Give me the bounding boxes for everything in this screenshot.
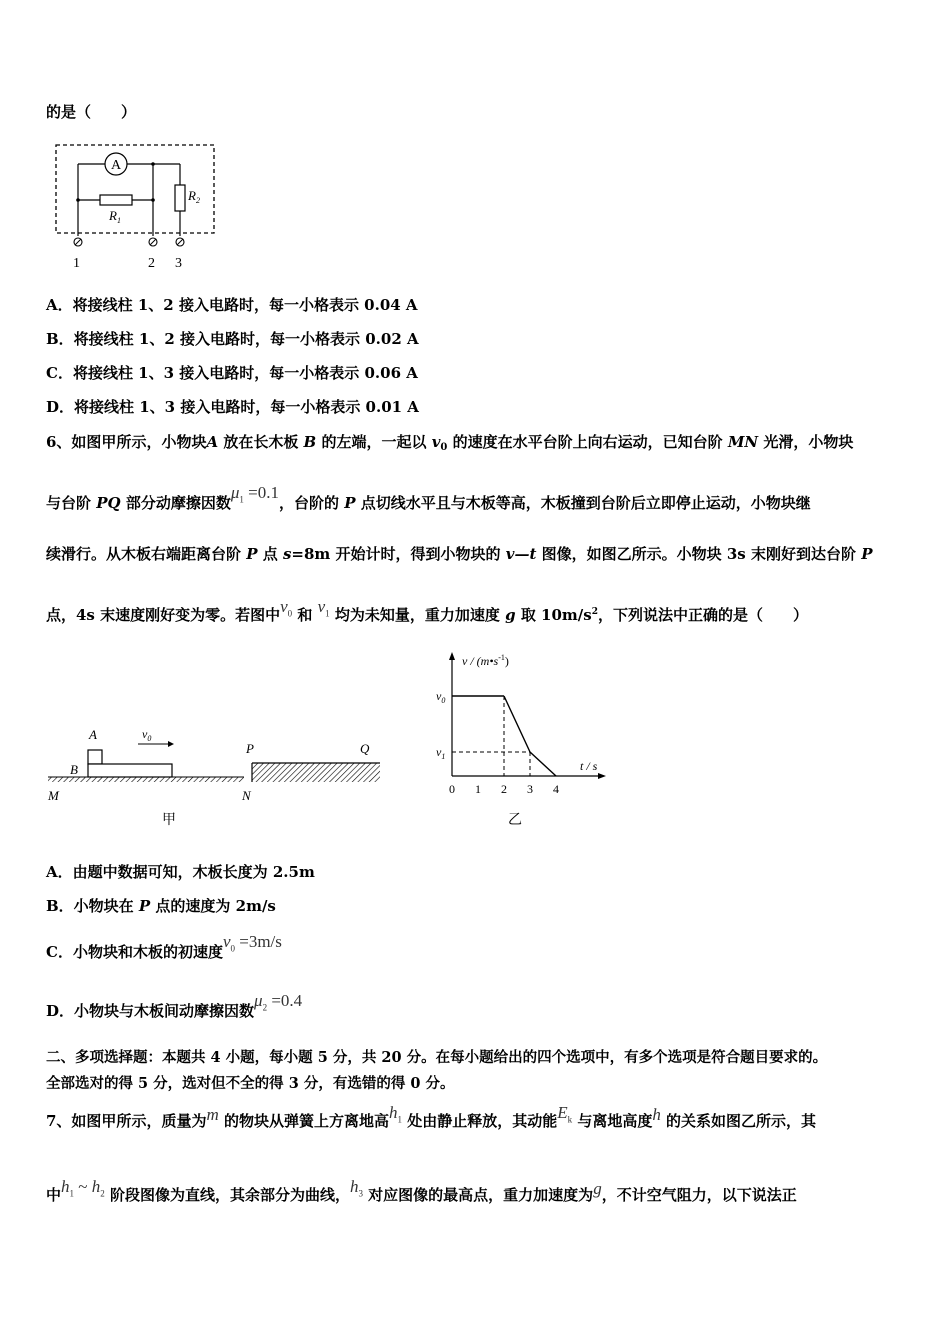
q6-stem-line-2: 与台阶 PQ 部分动摩擦因数$\mu_1 =0.1$，台阶的 P 点切线水平且与木板等高，木板撞到台阶后立即停止运动，小物块继 bbox=[46, 483, 811, 512]
x-axis-label: t / s bbox=[580, 759, 598, 773]
q6-option-d[interactable]: D．小物块与木板间动摩擦因数$\mu_2 =0.4$ bbox=[46, 991, 303, 1020]
q7-stem-line-2: 中$h_1$ ~ $h_2$ 阶段图像为直线，其余部分为曲线，$h_3$ 对应图像的最高点，重力加速度为g，不计空气阻力，以下说法正 bbox=[46, 1177, 797, 1204]
figure-yi-vt-graph bbox=[432, 648, 610, 830]
label-p: P bbox=[246, 741, 254, 756]
label-a: A bbox=[89, 727, 97, 742]
r2-resistor bbox=[175, 185, 185, 211]
q5-option-a[interactable]: A．将接线柱 1、2 接入电路时，每一小格表示 0.04 A bbox=[46, 296, 418, 314]
board-b bbox=[88, 764, 172, 777]
x-tick-label: 0 bbox=[449, 782, 455, 796]
r1-resistor bbox=[100, 195, 132, 205]
caption-jia: 甲 bbox=[162, 813, 176, 828]
q6-stem-line-3: 续滑行。从木板右端距离台阶 P 点 s=8m 开始计时，得到小物块的 v—t 图像，如图乙所示。小物块 3s 末刚好到达台阶 P bbox=[46, 545, 873, 563]
y-axis-label: v / $(m•s^{-1})$ bbox=[462, 653, 509, 668]
ground-mn bbox=[48, 777, 244, 782]
r1-label: R bbox=[109, 208, 117, 223]
q5-stem-tail: 的是（ ） bbox=[46, 103, 137, 121]
x-tick-label: 4 bbox=[553, 782, 559, 796]
q5-option-d[interactable]: D．将接线柱 1、3 接入电路时，每一小格表示 0.01 A bbox=[46, 398, 419, 416]
terminal-2-label: 2 bbox=[148, 256, 155, 271]
q7-stem-line-1: 7、如图甲所示，质量为m 的物块从弹簧上方离地高$h_1$ 处由静止释放，其动能$E_k$ 与离地高度h 的关系如图乙所示，其 bbox=[46, 1103, 817, 1130]
q5-option-c[interactable]: C．将接线柱 1、3 接入电路时，每一小格表示 0.06 A bbox=[46, 364, 418, 382]
caption-yi: 乙 bbox=[508, 813, 522, 828]
label-m: M bbox=[48, 788, 59, 803]
label-n: N bbox=[242, 788, 251, 803]
x-tick-label: 3 bbox=[527, 782, 533, 796]
q6-stem-line-1: 6、如图甲所示，小物块A 放在长木板 B 的左端，一起以 $v_0$ 的速度在水平台阶上向右运动，已知台阶 MN 光滑，小物块 bbox=[46, 433, 854, 453]
x-tick-label: 2 bbox=[501, 782, 507, 796]
terminal-3-label: 3 bbox=[175, 256, 182, 271]
q6-stem-line-4: 点，4s 末速度刚好变为零。若图中$v_0$ 和 $v_1$ 均为未知量，重力加速度 g 取 $10m/s^2$，下列说法中正确的是（ ） bbox=[46, 597, 809, 624]
x-tick-label: 1 bbox=[475, 782, 481, 796]
v1-tick-label: $v_1$ bbox=[436, 745, 446, 761]
section-2-heading: 二、多项选择题：本题共 4 小题，每小题 5 分，共 20 分。在每小题给出的四个选项中，有多个选项是符合题目要求的。 bbox=[46, 1049, 828, 1066]
step-pq bbox=[252, 763, 380, 782]
circuit-diagram bbox=[50, 140, 222, 275]
r2-label: R bbox=[188, 188, 196, 203]
v0-tick-label: $v_0$ bbox=[436, 689, 446, 705]
svg-text:R1: $R_1$ bbox=[109, 208, 121, 225]
q5-option-b[interactable]: B．将接线柱 1、2 接入电路时，每一小格表示 0.02 A bbox=[46, 330, 419, 348]
figure-jia bbox=[44, 722, 386, 830]
label-q: Q bbox=[360, 741, 370, 756]
q6-option-b[interactable]: B．小物块在 P 点的速度为 2m/s bbox=[46, 897, 276, 915]
terminal-1-label: 1 bbox=[73, 256, 80, 271]
label-v0: $v_0$ bbox=[142, 727, 152, 743]
svg-text:R2: $R_2$ bbox=[188, 188, 200, 205]
label-b: B bbox=[70, 762, 78, 777]
q6-option-c[interactable]: C．小物块和木板的初速度$v_0 =3m/s$ bbox=[46, 932, 282, 961]
vt-segment bbox=[504, 696, 530, 752]
ammeter-label: A bbox=[111, 158, 122, 173]
block-a bbox=[88, 750, 102, 764]
section-2-instructions: 全部选对的得 5 分，选对但不全的得 3 分，有选错的得 0 分。 bbox=[46, 1075, 455, 1092]
q6-option-a[interactable]: A．由题中数据可知，木板长度为 2.5m bbox=[46, 863, 315, 881]
vt-segment bbox=[530, 752, 556, 776]
